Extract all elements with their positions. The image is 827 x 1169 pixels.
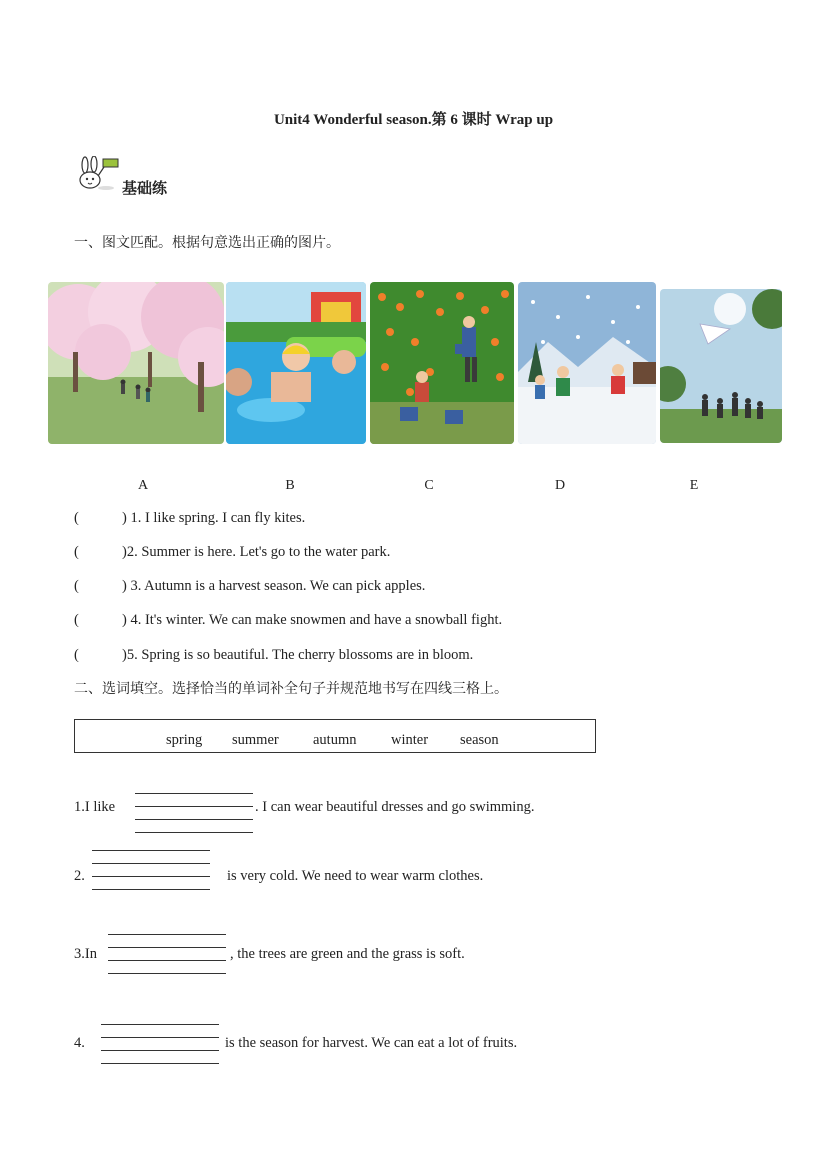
- picture-e-paper-plane: [660, 289, 782, 443]
- fill-sentence-3-end: , the trees are green and the grass is soft.: [230, 946, 465, 962]
- picture-letter: E: [689, 478, 699, 493]
- match-sentence: )2. Summer is here. Let's go to the water park.: [122, 544, 391, 560]
- picture-d-snowball-fight: [518, 282, 656, 444]
- picture-letter: A: [137, 478, 149, 493]
- answer-paren[interactable]: (: [74, 510, 79, 526]
- match-sentence: )5. Spring is so beautiful. The cherry blossoms are in bloom.: [122, 647, 474, 663]
- fill-sentence-2-start: 2.: [74, 868, 85, 884]
- fill-sentence-1-end: . I can wear beautiful dresses and go swimming.: [255, 799, 535, 815]
- fill-sentence-4-end: is the season for harvest. We can eat a lot of fruits.: [225, 1035, 518, 1051]
- fill-sentence-3-start: 3.In: [74, 946, 97, 962]
- fill-sentence-4-start: 4.: [74, 1035, 85, 1051]
- word-bank: [74, 719, 596, 753]
- answer-paren[interactable]: (: [74, 612, 79, 628]
- four-line-blank[interactable]: [135, 793, 253, 833]
- part1-heading: 一、图文匹配。根据句意选出正确的图片。: [74, 235, 340, 251]
- page-title: Unit4 Wonderful season.第 6 课时 Wrap up: [273, 112, 554, 128]
- answer-paren[interactable]: (: [74, 544, 79, 560]
- picture-letter: B: [285, 478, 295, 493]
- part2-heading: 二、选词填空。选择恰当的单词补全句子并规范地书写在四线三格上。: [74, 681, 508, 697]
- four-line-blank[interactable]: [108, 934, 226, 974]
- section-label: 基础练: [122, 179, 168, 197]
- four-line-blank[interactable]: [92, 850, 210, 890]
- match-item: [74, 578, 425, 595]
- answer-paren[interactable]: (: [74, 647, 79, 663]
- word-option: autumn: [313, 732, 357, 748]
- picture-letter: D: [554, 478, 566, 493]
- answer-paren[interactable]: (: [74, 578, 79, 594]
- word-option: winter: [391, 732, 429, 748]
- picture-b-water-park: [226, 282, 366, 444]
- four-line-blank[interactable]: [101, 1024, 219, 1064]
- rabbit-mascot-icon: [76, 156, 120, 190]
- match-item: [74, 612, 502, 629]
- picture-a-cherry-blossom: [48, 282, 224, 444]
- fill-sentence-1-start: 1.I like: [74, 799, 116, 815]
- word-option: season: [460, 732, 499, 748]
- fill-sentence-2-end: is very cold. We need to wear warm clothes.: [227, 868, 484, 884]
- picture-letter: C: [424, 478, 434, 493]
- match-sentence: ) 3. Autumn is a harvest season. We can pick apples.: [122, 578, 426, 594]
- picture-c-orange-harvest: [370, 282, 514, 444]
- match-item: [74, 544, 390, 561]
- word-option: spring: [166, 732, 203, 748]
- match-item: [74, 647, 473, 664]
- word-option: summer: [232, 732, 279, 748]
- match-sentence: ) 4. It's winter. We can make snowmen and have a snowball fight.: [122, 612, 503, 628]
- match-item: [74, 510, 305, 527]
- match-sentence: ) 1. I like spring. I can fly kites.: [122, 510, 306, 526]
